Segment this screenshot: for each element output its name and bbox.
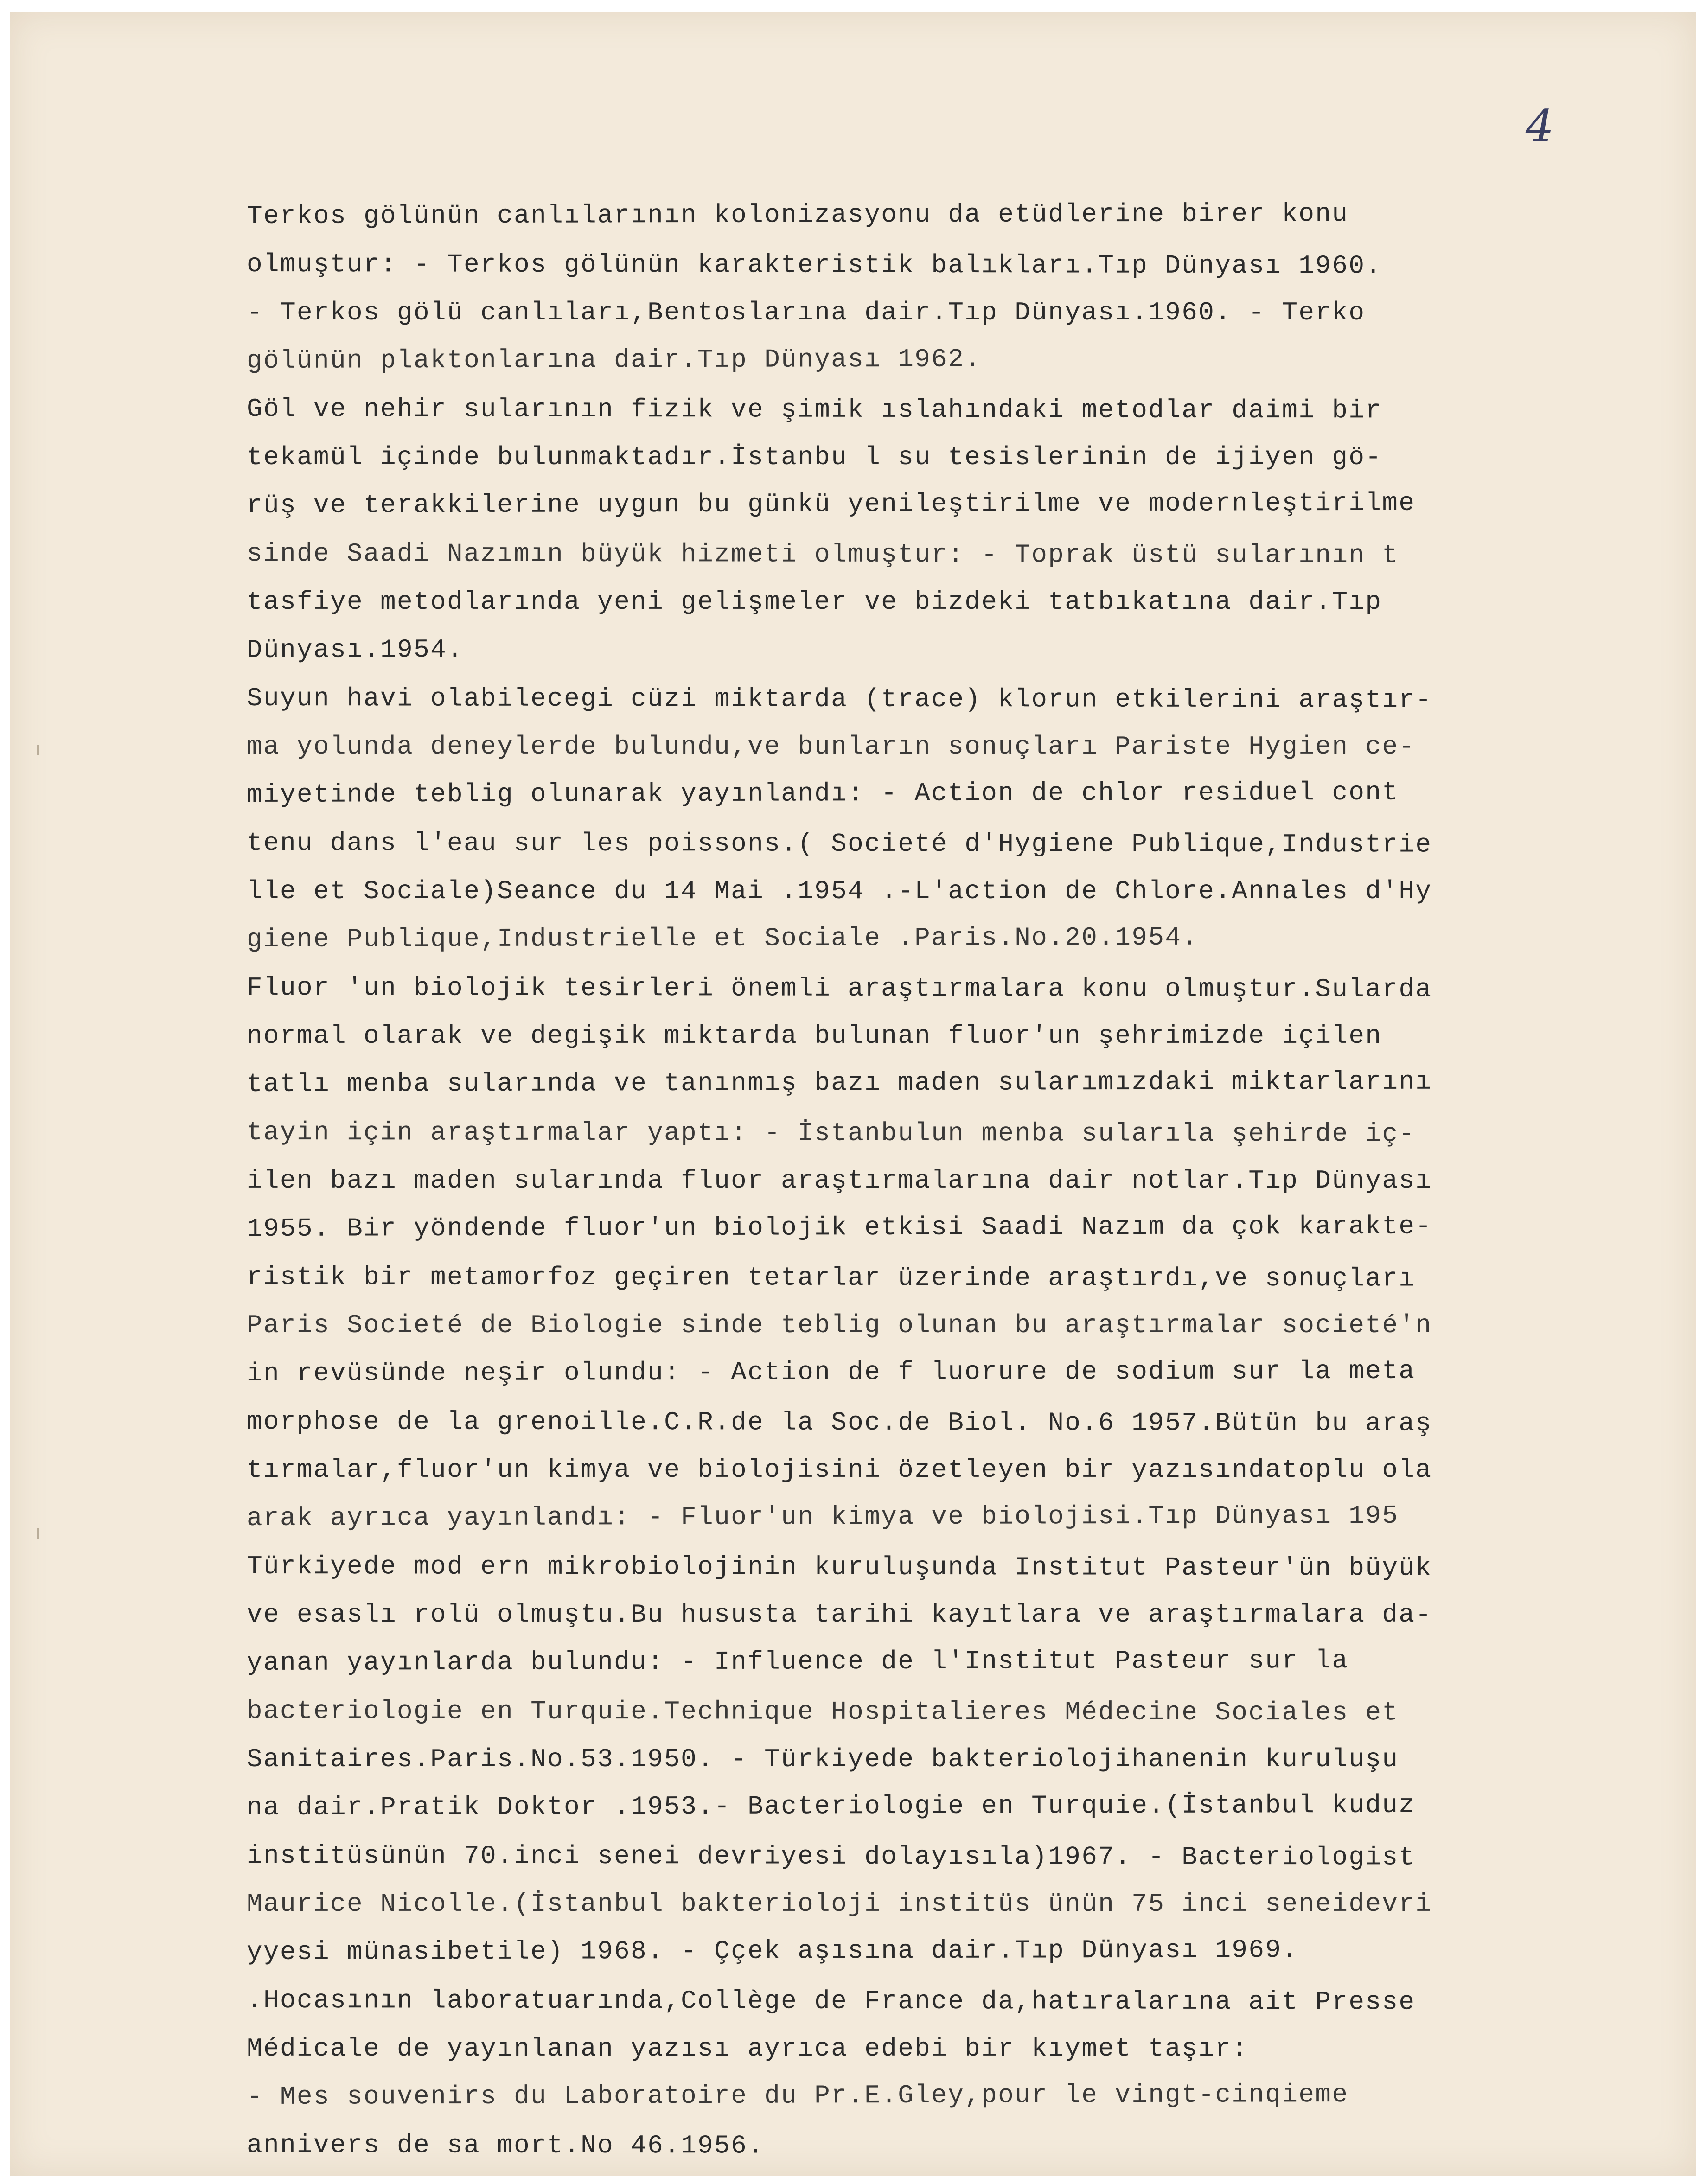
- typed-line: Göl ve nehir sularının fizik ve şimik ıslahındaki metodlar daimi bir: [246, 394, 1382, 426]
- typed-line: ristik bir metamorfoz geçiren tetarlar üzerinde araştırdı,ve sonuçları: [246, 1262, 1416, 1294]
- typed-line: normal olarak ve degişik miktarda bulunan fluor'un şehrimizde içilen: [247, 1021, 1382, 1051]
- typed-line: na dair.Pratik Doktor .1953.- Bacteriologie en Turquie.(İstanbul kuduz: [246, 1790, 1416, 1822]
- typed-line: tatlı menba sularında ve tanınmış bazı maden sularımızdaki miktarlarını: [246, 1066, 1432, 1099]
- typed-line: tasfiye metodlarında yeni gelişmeler ve bizdeki tatbıkatına dair.Tıp: [247, 587, 1382, 617]
- paper-mark: [37, 745, 39, 755]
- typed-line: - Mes souvenirs du Laboratoire du Pr.E.Gley,pour le vingt-cinqieme: [246, 2080, 1349, 2112]
- typed-line: giene Publique,Industrielle et Sociale .Paris.No.20.1954.: [246, 922, 1199, 954]
- typed-line: tırmalar,fluor'un kimya ve biolojisini özetleyen bir yazısındatoplu ola: [247, 1455, 1432, 1485]
- page-number: 4: [1526, 100, 1554, 152]
- typed-line: bacteriologie en Turquie.Technique Hospitalieres Médecine Sociales et: [246, 1696, 1399, 1728]
- typed-line: rüş ve terakkilerine uygun bu günkü yenileştirilme ve modernleştirilme: [246, 488, 1416, 520]
- typed-line: olmuştur: - Terkos gölünün karakteristik balıkları.Tıp Dünyası 1960.: [246, 249, 1382, 281]
- typed-line: ilen bazı maden sularında fluor araştırmalarına dair notlar.Tıp Dünyası: [247, 1166, 1432, 1195]
- typed-line: Türkiyede mod ern mikrobiolojinin kuruluşunda Institut Pasteur'ün büyük: [246, 1552, 1432, 1583]
- typewritten-body: [247, 192, 1629, 2169]
- typed-line: in revüsünde neşir olundu: - Action de f luorure de sodium sur la meta: [246, 1356, 1416, 1388]
- typed-line: institüsünün 70.inci senei devriyesi dolayısıla)1967. - Bacteriologist: [246, 1841, 1416, 1872]
- typed-line: Maurice Nicolle.(İstanbul bakterioloji institüs ünün 75 inci seneidevri: [247, 1889, 1432, 1919]
- typed-line: Fluor 'un biolojik tesirleri önemli araştırmalara konu olmuştur.Sularda: [246, 973, 1432, 1004]
- typed-line: yanan yayınlarda bulundu: - Influence de l'Institut Pasteur sur la: [246, 1646, 1349, 1678]
- typed-line: Suyun havi olabilecegi cüzi miktarda (trace) klorun etkilerini araştır-: [246, 683, 1432, 715]
- typed-line: Dünyası.1954.: [246, 635, 464, 665]
- document-page: [10, 12, 1696, 2176]
- typed-line: Terkos gölünün canlılarının kolonizasyonu da etüdlerine birer konu: [246, 199, 1349, 231]
- typed-line: lle et Sociale)Seance du 14 Mai .1954 .-L'action de Chlore.Annales d'Hy: [247, 876, 1432, 906]
- typed-line: Sanitaires.Paris.No.53.1950. - Türkiyede bakteriolojihanenin kuruluşu: [247, 1744, 1399, 1774]
- typed-line: tayin için araştırmalar yaptı: - İstanbulun menba sularıla şehirde iç-: [246, 1118, 1416, 1149]
- typed-line: Médicale de yayınlanan yazısı ayrıca edebi bir kıymet taşır:: [247, 2034, 1249, 2063]
- typed-line: annivers de sa mort.No 46.1956.: [246, 2130, 765, 2161]
- typed-line: Paris Societé de Biologie sinde teblig olunan bu araştırmalar societé'n: [247, 1310, 1432, 1340]
- typed-line: arak ayrıca yayınlandı: - Fluor'un kimya ve biolojisi.Tıp Dünyası 195: [246, 1501, 1399, 1533]
- typed-line: - Terkos gölü canlıları,Bentoslarına dair.Tıp Dünyası.1960. - Terko: [247, 298, 1366, 327]
- typed-line: ma yolunda deneylerde bulundu,ve bunların sonuçları Pariste Hygien ce-: [247, 732, 1416, 761]
- typed-line: tenu dans l'eau sur les poissons.( Societé d'Hygiene Publique,Industrie: [246, 828, 1432, 860]
- typed-line: ve esaslı rolü olmuştu.Bu hususta tarihi kayıtlara ve araştırmalara da-: [247, 1600, 1432, 1629]
- typed-line: morphose de la grenoille.C.R.de la Soc.de Biol. No.6 1957.Bütün bu araş: [246, 1407, 1432, 1438]
- typed-line: sinde Saadi Nazımın büyük hizmeti olmuştur: - Toprak üstü sularının t: [246, 539, 1399, 570]
- typed-line: 1955. Bir yöndende fluor'un biolojik etkisi Saadi Nazım da çok karakte-: [246, 1211, 1432, 1244]
- typed-line: miyetinde teblig olunarak yayınlandı: - Action de chlor residuel cont: [246, 777, 1399, 810]
- typed-line: yyesi münasibetile) 1968. - Ççek aşısına dair.Tıp Dünyası 1969.: [246, 1935, 1299, 1967]
- paper-mark: [37, 1528, 39, 1539]
- typed-line: .Hocasının laboratuarında,Collège de France da,hatıralarına ait Presse: [246, 1986, 1416, 2017]
- typed-line: tekamül içinde bulunmaktadır.İstanbu l su tesislerinin de ijiyen gö-: [247, 442, 1382, 472]
- typed-line: gölünün plaktonlarına dair.Tıp Dünyası 1962.: [246, 344, 982, 376]
